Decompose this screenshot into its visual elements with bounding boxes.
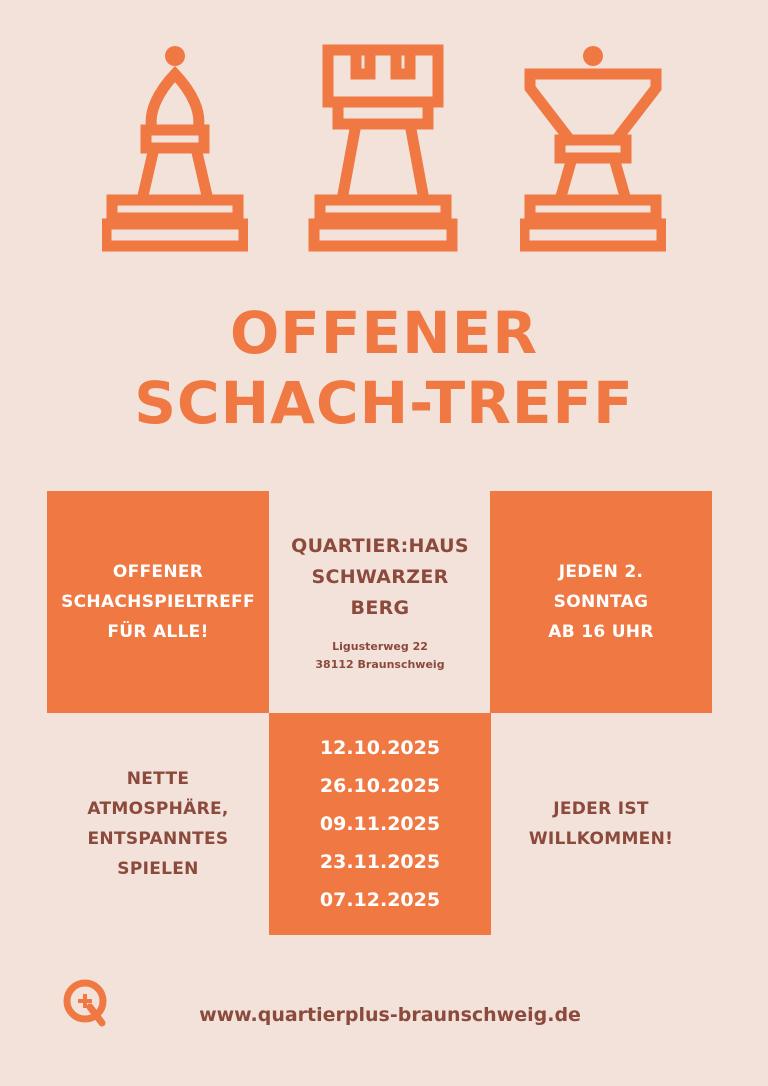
info-grid xyxy=(47,491,712,935)
welcome-cell xyxy=(490,713,712,935)
venue-cell xyxy=(269,491,491,713)
date-item: 23.11.2025 xyxy=(319,851,441,873)
atmosphere-cell xyxy=(47,713,269,935)
atmosphere-line: NETTE xyxy=(126,769,190,789)
date-item: 12.10.2025 xyxy=(319,737,441,759)
date-item: 09.11.2025 xyxy=(319,813,441,835)
schedule-cell xyxy=(490,491,712,713)
date-item: 26.10.2025 xyxy=(319,775,441,797)
title-line-1: OFFENER xyxy=(230,299,538,367)
schedule-line: JEDEN 2. xyxy=(558,562,644,582)
atmosphere-line: SPIELEN xyxy=(117,859,199,879)
venue-line: SCHWARZER xyxy=(311,565,449,588)
intro-line: OFFENER xyxy=(112,562,204,582)
atmosphere-line: ATMOSPHÄRE, xyxy=(87,799,229,819)
venue-line: BERG xyxy=(350,596,410,619)
welcome-line: WILLKOMMEN! xyxy=(528,829,674,849)
atmosphere-line: ENTSPANNTES xyxy=(87,829,229,849)
chess-pieces-row xyxy=(0,0,768,260)
quartierplus-logo-icon xyxy=(60,977,110,1027)
website-link[interactable]: www.quartierplus-braunschweig.de xyxy=(199,1004,581,1026)
address-street: Ligusterweg 22 xyxy=(332,639,428,653)
venue-line: QUARTIER:HAUS xyxy=(291,534,469,557)
address xyxy=(315,638,444,674)
bishop-icon xyxy=(102,40,248,252)
date-item: 07.12.2025 xyxy=(319,889,441,911)
schedule-line: SONNTAG xyxy=(553,592,649,612)
intro-cell xyxy=(47,491,269,713)
schedule-line: AB 16 UHR xyxy=(548,622,654,642)
king-icon xyxy=(520,40,666,252)
dates-cell xyxy=(269,713,491,935)
intro-line: FÜR ALLE! xyxy=(107,622,209,642)
welcome-line: JEDER IST xyxy=(553,799,649,819)
address-city: 38112 Braunschweig xyxy=(315,657,445,671)
intro-line: SCHACHSPIELTREFF xyxy=(61,592,255,612)
title-line-2: SCHACH-TREFF xyxy=(134,369,634,437)
rook-icon xyxy=(308,40,458,252)
